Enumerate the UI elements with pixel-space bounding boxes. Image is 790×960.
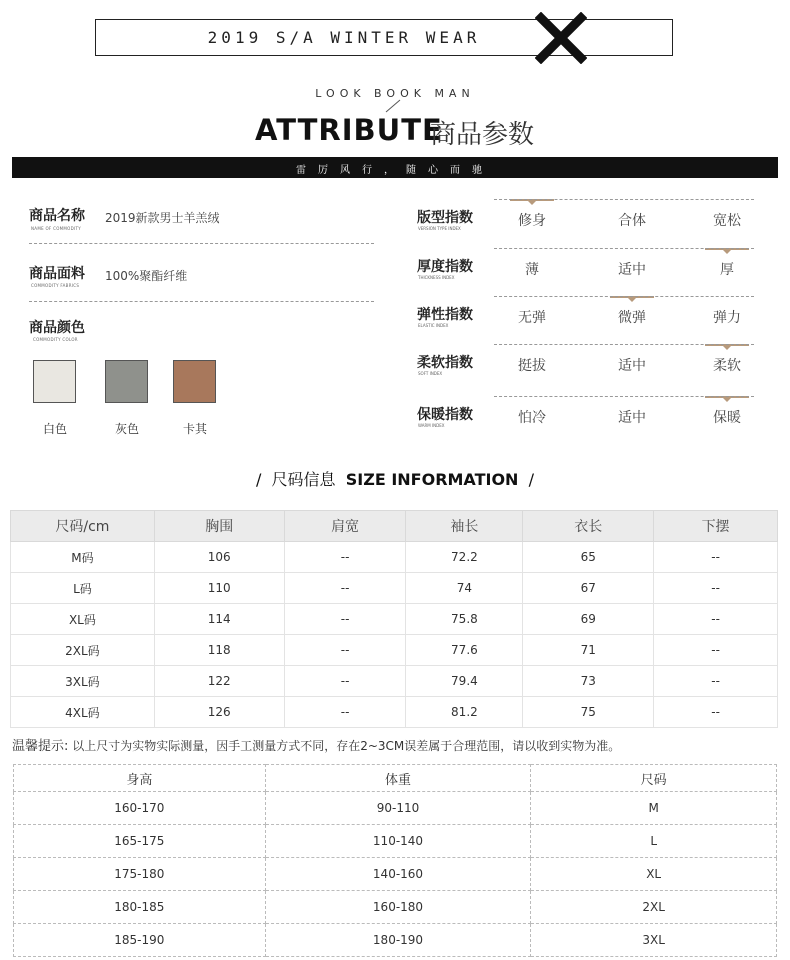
- table-cell: --: [284, 697, 406, 728]
- table-row: [14, 825, 777, 858]
- table-cell: L: [531, 825, 777, 858]
- table-cell: 3XL码: [11, 666, 155, 697]
- index-divider: [494, 199, 754, 200]
- color-name-white: 白色: [42, 422, 67, 436]
- table-cell: 65: [523, 542, 654, 573]
- table-cell: 118: [154, 635, 284, 666]
- size-info-heading: [0, 467, 790, 490]
- table-cell: 106: [154, 542, 284, 573]
- index-option: 适中: [618, 410, 646, 426]
- table-row: [14, 891, 777, 924]
- tip-head: 温馨提示:: [12, 739, 69, 754]
- index-divider: [494, 248, 754, 249]
- recommend-table-header: [14, 765, 777, 792]
- table-cell: 74: [406, 573, 523, 604]
- column-header: 身高: [14, 765, 266, 792]
- table-cell: --: [654, 604, 778, 635]
- table-cell: 79.4: [406, 666, 523, 697]
- index-option: 厚: [720, 262, 734, 278]
- table-row: [14, 858, 777, 891]
- column-header: 尺码/cm: [11, 511, 155, 542]
- table-row: [11, 542, 778, 573]
- index-option: 薄: [525, 262, 539, 278]
- product-name-label: 商品名称: [29, 208, 85, 224]
- index-option: 柔软: [713, 358, 741, 374]
- table-cell: 77.6: [406, 635, 523, 666]
- x-mark-icon: [535, 12, 587, 64]
- color-name-khaki: 卡其: [182, 422, 207, 436]
- table-cell: 160-170: [14, 792, 266, 825]
- table-cell: 114: [154, 604, 284, 635]
- table-cell: 122: [154, 666, 284, 697]
- index-option: 适中: [618, 358, 646, 374]
- table-cell: 71: [523, 635, 654, 666]
- color-name-grey: 灰色: [114, 422, 139, 436]
- slogan-text: 雷厉风行，随心而驰: [296, 165, 494, 176]
- table-row: [11, 573, 778, 604]
- measurement-tip: [12, 735, 620, 754]
- index-option: 弹力: [713, 310, 741, 326]
- size-table: [10, 510, 778, 728]
- color-swatch-white[interactable]: [33, 360, 76, 403]
- table-cell: L码: [11, 573, 155, 604]
- table-cell: M码: [11, 542, 155, 573]
- index-label-en: WARM INDEX: [418, 423, 445, 428]
- heading-slash: /: [528, 470, 534, 489]
- product-fabric-label: 商品面料: [29, 266, 85, 282]
- index-label: 柔软指数: [417, 355, 473, 371]
- table-cell: --: [284, 604, 406, 635]
- table-row: [14, 924, 777, 957]
- index-label: 弹性指数: [417, 307, 473, 323]
- color-swatch-grey[interactable]: [105, 360, 148, 403]
- table-cell: --: [284, 666, 406, 697]
- banner-text: 2019 S/A WINTER WEAR: [207, 28, 481, 47]
- table-cell: 175-180: [14, 858, 266, 891]
- table-cell: M: [531, 792, 777, 825]
- product-fabric-value: 100%聚酯纤维: [105, 269, 188, 283]
- index-option: 挺拔: [518, 358, 546, 374]
- table-row: [11, 635, 778, 666]
- table-cell: 4XL码: [11, 697, 155, 728]
- lookbook-caption: LOOK BOOK MAN: [315, 87, 475, 100]
- slogan-bar: [12, 157, 778, 178]
- slash-decoration-icon: [380, 98, 404, 114]
- table-row: [14, 792, 777, 825]
- table-row: [11, 697, 778, 728]
- column-header: 尺码: [531, 765, 777, 792]
- table-cell: 160-180: [265, 891, 531, 924]
- tip-text: 以上尺寸为实物实际测量，因手工测量方式不同，存在2~3CM误差属于合理范围，请以收到实物为准。: [68, 739, 621, 753]
- table-cell: --: [654, 697, 778, 728]
- column-header: 袖长: [406, 511, 523, 542]
- product-name-label-en: NAME OF COMMODITY: [31, 226, 81, 231]
- table-cell: 75: [523, 697, 654, 728]
- table-cell: --: [284, 635, 406, 666]
- table-cell: 165-175: [14, 825, 266, 858]
- table-cell: 180-190: [265, 924, 531, 957]
- table-cell: 75.8: [406, 604, 523, 635]
- table-cell: 72.2: [406, 542, 523, 573]
- table-cell: 67: [523, 573, 654, 604]
- index-label-en: THICKNESS INDEX: [418, 275, 455, 280]
- column-header: 肩宽: [284, 511, 406, 542]
- table-cell: 69: [523, 604, 654, 635]
- table-cell: 180-185: [14, 891, 266, 924]
- attribute-title: ATTRIBUTE: [255, 113, 443, 147]
- table-cell: --: [284, 573, 406, 604]
- index-option: 修身: [518, 213, 546, 229]
- table-cell: XL: [531, 858, 777, 891]
- attribute-title-cn: 商品参数: [430, 120, 535, 150]
- table-cell: 110: [154, 573, 284, 604]
- table-cell: 3XL: [531, 924, 777, 957]
- table-cell: 90-110: [265, 792, 531, 825]
- divider: [29, 243, 374, 244]
- size-recommendation-table: [13, 764, 777, 957]
- index-divider: [494, 396, 754, 397]
- product-fabric-label-en: COMMODITY FABRICS: [31, 283, 80, 288]
- table-cell: 185-190: [14, 924, 266, 957]
- column-header: 衣长: [523, 511, 654, 542]
- index-option: 合体: [618, 213, 646, 229]
- table-row: [11, 604, 778, 635]
- table-cell: 2XL: [531, 891, 777, 924]
- index-label: 厚度指数: [417, 259, 473, 275]
- table-cell: 140-160: [265, 858, 531, 891]
- product-name-value: 2019新款男士羊羔绒: [105, 211, 220, 225]
- table-cell: --: [654, 666, 778, 697]
- index-label-en: SOFT INDEX: [418, 371, 443, 376]
- index-label: 保暖指数: [417, 407, 473, 423]
- index-label: 版型指数: [417, 210, 473, 226]
- heading-slash: /: [255, 470, 262, 489]
- table-cell: 73: [523, 666, 654, 697]
- table-row: [11, 666, 778, 697]
- color-swatch-khaki[interactable]: [173, 360, 216, 403]
- index-divider: [494, 296, 754, 297]
- index-option: 微弹: [618, 310, 646, 326]
- table-cell: 2XL码: [11, 635, 155, 666]
- table-cell: 110-140: [265, 825, 531, 858]
- index-option: 适中: [618, 262, 646, 278]
- divider: [29, 301, 374, 302]
- index-option: 宽松: [713, 213, 741, 229]
- table-cell: --: [654, 542, 778, 573]
- product-color-label: 商品颜色: [29, 320, 85, 336]
- product-color-label-en: COMMODITY COLOR: [33, 337, 78, 342]
- column-header: 胸围: [154, 511, 284, 542]
- index-label-en: ELASTIC INDEX: [418, 323, 449, 328]
- column-header: 体重: [265, 765, 531, 792]
- table-cell: 81.2: [406, 697, 523, 728]
- size-heading-cn: 尺码信息: [271, 470, 336, 489]
- size-heading-en: SIZE INFORMATION: [345, 470, 519, 489]
- column-header: 下摆: [654, 511, 778, 542]
- index-label-en: VERSION TYPE INDEX: [418, 226, 461, 231]
- index-divider: [494, 344, 754, 345]
- size-table-header: [11, 511, 778, 542]
- index-option: 保暖: [713, 410, 741, 426]
- table-cell: --: [654, 573, 778, 604]
- index-option: 无弹: [518, 310, 546, 326]
- table-cell: --: [654, 635, 778, 666]
- table-cell: 126: [154, 697, 284, 728]
- index-option: 怕冷: [518, 410, 546, 426]
- table-cell: XL码: [11, 604, 155, 635]
- table-cell: --: [284, 542, 406, 573]
